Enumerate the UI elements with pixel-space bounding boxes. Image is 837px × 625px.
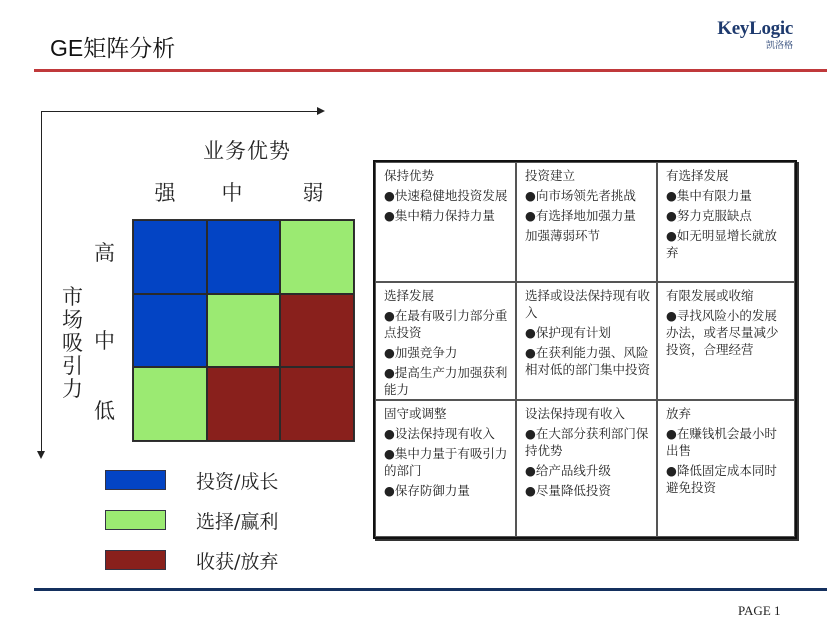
strategy-cell-item: ●集中精力保持力量 [384, 208, 495, 223]
legend-swatch-select-earn [105, 510, 166, 530]
matrix-cell-select-earn [133, 367, 207, 441]
strategy-cell-item: ●在获利能力强、风险相对低的部门集中投资 [525, 345, 651, 377]
matrix-cell-invest-grow [133, 294, 207, 368]
strategy-cell-item: ●向市场领先者挑战 [525, 188, 636, 203]
legend-label-select-earn: 选择/赢利 [196, 511, 279, 533]
y-tick-low: 低 [94, 399, 115, 423]
strategy-cell [657, 282, 795, 400]
strategy-cell-item: ●快速稳健地投资发展 [384, 188, 508, 203]
strategy-cell-item: ●保存防御力量 [384, 483, 470, 498]
ge-matrix-grid [132, 219, 355, 442]
strategy-cell-title: 固守或调整 [384, 406, 447, 421]
strategy-cell-item: ●努力克服缺点 [666, 208, 752, 223]
legend-swatch-harvest-divest [105, 550, 166, 570]
arrow-down-icon [37, 451, 45, 459]
strategy-cell-item: ●设法保持现有收入 [384, 426, 495, 441]
page-title: GE矩阵分析 [50, 35, 176, 61]
strategy-cell-item: ●保护现有计划 [525, 325, 611, 340]
strategy-cell-item: ●尽量降低投资 [525, 483, 611, 498]
y-tick-high: 高 [94, 241, 115, 265]
x-axis-title: 业务优势 [203, 139, 291, 163]
y-axis-title: 市场吸引力 [62, 285, 83, 401]
strategy-cell [375, 400, 516, 537]
strategy-cell-item: ●如无明显增长就放弃 [666, 228, 777, 260]
strategy-cell [516, 400, 657, 537]
strategy-cell-title: 选择发展 [384, 288, 435, 303]
strategy-table [373, 160, 797, 539]
strategy-cell-item: ●降低固定成本同时避免投资 [666, 463, 777, 495]
legend-swatch-invest-grow [105, 470, 166, 490]
x-axis-line [41, 111, 319, 112]
footer-divider [34, 588, 827, 591]
strategy-cell-item: ●在赚钱机会最小时出售 [666, 426, 777, 458]
strategy-cell [657, 400, 795, 537]
matrix-cell-harvest-divest [280, 367, 354, 441]
legend-label-invest-grow: 投资/成长 [196, 471, 279, 493]
strategy-cell-title: 投资建立 [525, 168, 576, 183]
strategy-cell-item: ●在最有吸引力部分重点投资 [384, 308, 508, 340]
x-tick-medium: 中 [221, 181, 243, 205]
legend-label-harvest-divest: 收获/放弃 [196, 551, 279, 573]
strategy-cell-item: ●有选择地加强力量 [525, 208, 636, 223]
matrix-cell-harvest-divest [207, 367, 281, 441]
header-divider [34, 69, 827, 72]
x-tick-strong: 强 [154, 181, 176, 205]
strategy-cell-item: ●集中力量于有吸引力的部门 [384, 446, 508, 478]
strategy-cell-item: ●集中有限力量 [666, 188, 752, 203]
strategy-cell [375, 162, 516, 282]
strategy-cell [516, 162, 657, 282]
matrix-cell-harvest-divest [280, 294, 354, 368]
strategy-cell-item: ●给产品线升级 [525, 463, 611, 478]
y-tick-medium: 中 [94, 329, 115, 353]
y-axis-line [41, 111, 42, 453]
matrix-cell-select-earn [207, 294, 281, 368]
x-tick-weak: 弱 [302, 181, 324, 205]
page-number: PAGE 1 [738, 603, 781, 618]
strategy-cell-title: 选择或设法保持现有收入 [525, 288, 651, 320]
strategy-cell-item: 加强薄弱环节 [525, 228, 601, 243]
matrix-cell-invest-grow [133, 220, 207, 294]
strategy-cell-item: ●寻找风险小的发展办法，或者尽量减少投资，合理经营 [666, 308, 779, 357]
arrow-right-icon [317, 107, 325, 115]
strategy-cell [375, 282, 516, 400]
strategy-cell-title: 设法保持现有收入 [525, 406, 626, 421]
matrix-cell-select-earn [280, 220, 354, 294]
strategy-cell-title: 保持优势 [384, 168, 435, 183]
strategy-cell-item: ●在大部分获利部门保持优势 [525, 426, 649, 458]
strategy-cell [516, 282, 657, 400]
strategy-cell-item: ●加强竞争力 [384, 345, 458, 360]
strategy-cell-title: 放弃 [666, 406, 692, 421]
company-logo [713, 18, 793, 51]
strategy-cell-item: ●提高生产力加强获利能力 [384, 365, 508, 397]
strategy-cell [657, 162, 795, 282]
strategy-cell-title: 有限发展或收缩 [666, 288, 754, 303]
matrix-cell-invest-grow [207, 220, 281, 294]
strategy-cell-title: 有选择发展 [666, 168, 729, 183]
logo-wordmark: KeyLogic [717, 18, 793, 39]
logo-chinese-name: 凯洛格 [765, 41, 793, 51]
